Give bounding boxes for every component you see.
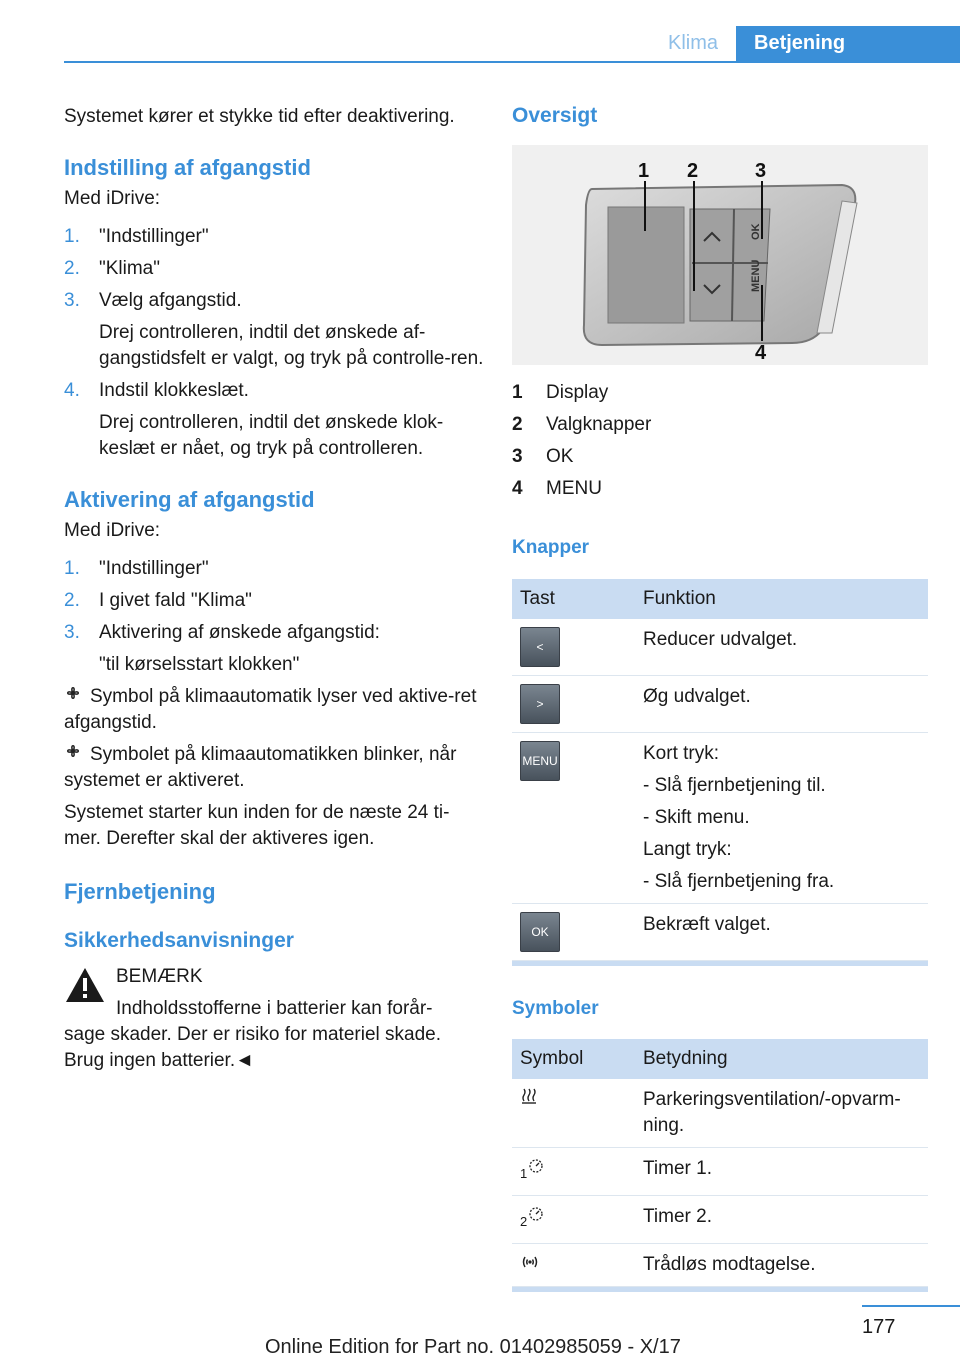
legend-number: 3 — [512, 446, 523, 467]
table-row — [512, 904, 928, 961]
section-title-sikkerhed: Sikkerhedsanvisninger — [64, 929, 294, 952]
table-cell-function — [635, 733, 928, 904]
header-tab-klima[interactable]: Klima — [667, 32, 718, 54]
step-detail: Drej controlleren, indtil det ønskede af-gangstidsfelt er valgt, og tryk på controlle-ren. — [99, 322, 484, 369]
step-item — [64, 556, 484, 582]
table-cell-function — [635, 676, 928, 733]
table-end-bar — [512, 961, 928, 966]
step-number: 2. — [64, 258, 80, 279]
step-item — [64, 288, 484, 314]
illustration-key-ok: OK — [750, 223, 762, 240]
legend-label: OK — [546, 446, 574, 467]
knapper-table — [512, 579, 928, 961]
table-cell-symbol — [512, 1244, 635, 1287]
timer-icon — [528, 1204, 544, 1230]
function-line: Øg udvalget. — [643, 686, 751, 707]
callout-3: 3 — [755, 160, 767, 182]
symboler-table-wrap — [512, 1039, 928, 1292]
header-tab-betjening[interactable]: Betjening — [736, 26, 960, 61]
table-cell-key — [512, 619, 635, 676]
table-cell-key — [512, 733, 635, 904]
step-number: 4. — [64, 380, 80, 401]
table-cell-key — [512, 676, 635, 733]
footer-rule — [862, 1305, 960, 1307]
function-line: - Slå fjernbetjening til. — [643, 775, 826, 796]
legend-number: 1 — [512, 382, 523, 403]
step-number: 1. — [64, 558, 80, 579]
symboler-title: Symboler — [512, 998, 599, 1019]
med-idrive-label: Med iDrive: — [64, 188, 161, 209]
table-row — [512, 1244, 928, 1287]
function-line: - Slå fjernbetjening fra. — [643, 871, 835, 892]
step-item — [64, 588, 484, 614]
fan-icon — [64, 684, 84, 710]
callout-2: 2 — [687, 160, 699, 182]
step-detail: "til kørselsstart klokken" — [99, 654, 300, 675]
table-row — [512, 619, 928, 676]
timer-number: 2 — [520, 1214, 528, 1230]
function-line: Langt tryk: — [643, 839, 732, 860]
step-text: I givet fald "Klima" — [99, 590, 252, 611]
symbol-text-2: Symbolet på klimaautomatikken blinker, når systemet er aktiveret. — [64, 744, 457, 791]
remote-control-illustration — [512, 145, 928, 365]
para-24-hours: Systemet starter kun inden for de næste 24 ti-mer. Derefter skal der aktiveres igen. — [64, 802, 450, 849]
wireless-reception-icon — [520, 1252, 540, 1278]
step-item — [64, 378, 484, 404]
step-text: Aktivering af ønskede afgangstid: — [99, 622, 380, 643]
step-text: "Indstillinger" — [99, 226, 209, 247]
table-row — [512, 1079, 928, 1148]
table-header-symbol: Symbol — [512, 1039, 635, 1079]
step-text: "Indstillinger" — [99, 558, 209, 579]
table-cell-symbol — [512, 1196, 635, 1244]
symbol-text-1: Symbol på klimaautomatik lyser ved aktive-ret afgangstid. — [64, 686, 477, 733]
legend-label: Display — [546, 382, 609, 403]
ok-key-icon: OK — [520, 912, 560, 952]
table-cell-meaning: Timer 2. — [635, 1196, 928, 1244]
page-number: 177 — [862, 1316, 896, 1338]
table-cell-symbol — [512, 1079, 635, 1148]
table-cell-function — [635, 904, 928, 961]
chevron-right-key-icon: > — [520, 684, 560, 724]
step-detail: Drej controlleren, indtil det ønskede klok-keslæt er nået, og tryk på controlleren. — [99, 412, 444, 459]
table-row — [512, 676, 928, 733]
edition-footer: Online Edition for Part no. 01402985059 - X/17 — [265, 1336, 681, 1358]
step-item — [64, 224, 484, 250]
warning-text-rest: sage skader. Der er risiko for materiel skade. Brug ingen batterier.◄ — [64, 1024, 441, 1071]
function-line: Bekræft valget. — [643, 914, 771, 935]
symbol-paragraph-1 — [64, 684, 484, 736]
step-number: 3. — [64, 622, 80, 643]
symbol-paragraph-2 — [64, 742, 484, 794]
callout-1: 1 — [638, 160, 650, 182]
function-line: Kort tryk: — [643, 743, 720, 764]
oversigt-title: Oversigt — [512, 104, 598, 127]
steps-indstilling — [64, 224, 484, 462]
illustration-key-menu: MENU — [750, 259, 762, 292]
section-title-indstilling: Indstilling af afgangstid — [64, 155, 311, 180]
chevron-left-key-icon: < — [520, 627, 560, 667]
legend-row — [512, 473, 928, 505]
table-cell-key — [512, 904, 635, 961]
timer-number: 1 — [520, 1166, 528, 1182]
fan-icon — [64, 742, 84, 768]
table-cell-meaning: Timer 1. — [635, 1148, 928, 1196]
legend-list — [512, 377, 928, 505]
callout-4: 4 — [755, 342, 767, 364]
legend-row — [512, 409, 928, 441]
step-number: 1. — [64, 226, 80, 247]
symboler-table — [512, 1039, 928, 1287]
left-column — [64, 100, 484, 1074]
function-line: Reducer udvalget. — [643, 629, 798, 650]
menu-key-icon: MENU — [520, 741, 560, 781]
knapper-title: Knapper — [512, 537, 590, 558]
table-end-bar — [512, 1287, 928, 1292]
timer-icon — [528, 1156, 544, 1182]
steps-aktivering — [64, 556, 484, 678]
step-text: Indstil klokkeslæt. — [99, 380, 249, 401]
legend-number: 2 — [512, 414, 523, 435]
function-line: - Skift menu. — [643, 807, 750, 828]
intro-text: Systemet kører et stykke tid efter deaktivering. — [64, 106, 455, 127]
step-number: 3. — [64, 290, 80, 311]
warning-label: BEMÆRK — [116, 966, 203, 987]
table-header-funktion: Funktion — [635, 579, 928, 619]
step-item — [64, 256, 484, 282]
step-text: "Klima" — [99, 258, 160, 279]
med-idrive-label: Med iDrive: — [64, 520, 161, 541]
table-cell-meaning: Trådløs modtagelse. — [635, 1244, 928, 1287]
legend-label: MENU — [546, 478, 602, 499]
legend-label: Valgknapper — [546, 414, 652, 435]
table-row — [512, 1196, 928, 1244]
table-header-betydning: Betydning — [635, 1039, 928, 1079]
section-title-aktivering: Aktivering af afgangstid — [64, 487, 315, 512]
table-cell-function — [635, 619, 928, 676]
legend-number: 4 — [512, 478, 523, 499]
legend-row — [512, 441, 928, 473]
table-cell-symbol — [512, 1148, 635, 1196]
parking-ventilation-icon — [520, 1087, 538, 1113]
header-rule — [64, 61, 960, 63]
legend-row — [512, 377, 928, 409]
step-number: 2. — [64, 590, 80, 611]
table-row — [512, 733, 928, 904]
table-header-tast: Tast — [512, 579, 635, 619]
warning-icon — [64, 966, 106, 1012]
table-cell-meaning: Parkeringsventilation/-opvarm-ning. — [635, 1079, 928, 1148]
knapper-table-wrap — [512, 579, 928, 966]
step-item — [64, 620, 484, 646]
table-row — [512, 1148, 928, 1196]
warning-block — [64, 964, 484, 1074]
warning-text-line1: Indholdsstofferne i batterier kan forår- — [116, 998, 433, 1019]
step-text: Vælg afgangstid. — [99, 290, 242, 311]
section-title-fjernbetjening: Fjernbetjening — [64, 879, 216, 904]
